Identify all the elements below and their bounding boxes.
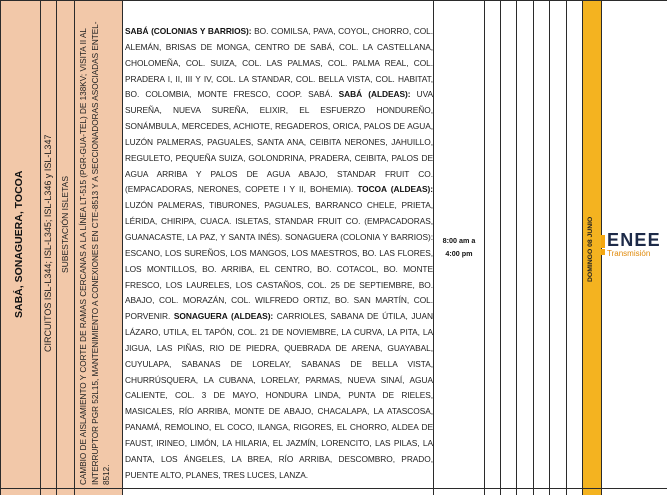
area-text: BO. COMILSA, PAVA, COYOL, CHORRO, COL. ALEMÁN, BRISAS DE MONGA, CENTRO DE SABÁ, COL. LA CASTELLANA, CHOLOMEÑA, COL. SUIZA, COL. LAS PALMAS, COL. PALMA REAL, COL. PRADERA I, II, III Y IV, COL. LA STANDAR, COL. BELLA VISTA, COL. HABITAT, BO. COLOMBIA, MONTE FRESCO, COOP. SABÁ. bbox=[125, 26, 433, 100]
work-description: CAMBIO DE AISLAMIENTO Y CORTE DE RAMAS CERCANAS A LA LÍNEA LT-515 (PGR-GUA-TEL) DE 138KV; VISITA II AL INTERRUPTOR PGR 52L15, MANTENIMIENTO A CONEXIONES EN CTE-8513 Y A SECCIONADORAS ASOCIADAS ENTEL-8512. bbox=[79, 21, 111, 485]
substation-label: SUBESTACIÓN ISLETAS bbox=[60, 176, 70, 273]
schedule-start: 8:00 am a bbox=[442, 236, 476, 245]
date-label: DOMINGO 08 JUNIO bbox=[587, 216, 594, 282]
area-heading: SABÁ (ALDEAS): bbox=[338, 89, 411, 100]
schedule-end: 4:00 pm bbox=[445, 249, 473, 258]
affected-areas bbox=[125, 24, 433, 483]
area-heading: TOCOA (ALDEAS): bbox=[357, 184, 433, 195]
logo-name: ENEE bbox=[607, 230, 661, 250]
area-text: CARRIOLES, SABANA DE ÚTILA, JUAN LÁZARO, UTILA, EL TAPÓN, COL. 21 DE NOVIEMBRE, LA CURVA, LA PITA, LA JIGUA, LAS PIÑAS, RIO DE PIEDRA, QUEBRADA DE ARENA, GUAYABAL, CUYULAPA, SABANAS DE LORELAY, SABANAS DE BELLA VISTA, CHURRÚSQUERA, LA CUBANA, LORELAY, PARMAS, NUEVA SINAÍ, AGUA CALIENTE, COL. 3 DE MAYO, HONDURA LINDA, PUNTA DE RIELES, MASICALES, RÍO ARRIBA, MONTE DE ABAJO, CHACALAPA, LA ATASCOSA, PANAMÁ, REMOLINO, EL COCO, ILANGA, RIGORES, EL CHORRO, ALDEA DE FAUST, IRINEO, LIMÓN, LA HILARIA, EL JAZMÍN, LORENCITO, LAS PILAS, LA DANTA, LOS ÁNGELES, LA BREA, RÍO ARRIBA, DESCOMBRO, PRADO, PUENTE ALTO, PLANES, TRES LUCES, LANZA. bbox=[125, 311, 433, 480]
region-label: SABÁ, SONAGUERA, TOCOA bbox=[13, 170, 25, 318]
area-text: UVA SUREÑA, NUEVA SUREÑA, ELIXIR, EL ESFUERZO HONDUREÑO, SONÁMBULA, MERCEDES, ACHIOTE, REGADEROS, ORICA, PALOS DE AGUA, LUZÓN PALMERAS, PAGUALES, SANTA ANA, CEIBITA NERONES, JAHUILLO, REGULETO, PEQUEÑA SUIZA, GOLONDRINA, PRADERA, CEIBITA, PALOS DE AGUA ARRIBA Y PALOS DE AGUA ABAJO, STANDAR FRUIT CO. (EMPACADORAS, NERONES, COPETE I Y II, BOHEMIA). bbox=[125, 89, 433, 195]
area-heading: SABÁ (COLONIAS Y BARRIOS): bbox=[125, 26, 252, 36]
schedule bbox=[436, 234, 482, 260]
logo-bar-icon bbox=[601, 235, 605, 248]
enee-logo bbox=[601, 230, 667, 263]
circuits-label: CIRCUITOS ISL-L344; ISL-L345; ISL-L346 y ISL-L347 bbox=[43, 134, 53, 352]
logo-bar-icon bbox=[601, 249, 605, 255]
area-text: LUZÓN PALMERAS, TIBURONES, PAGUALES, BARRANCO CHELE, PRIETA, LÉRIDA, CHIRIPA, CUACA. ISLETAS, STANDAR FRUIT CO. (EMPACADORAS, GUANACASTE, LA PAZ, Y SANTA INÉS). SONAGUERA (COLONIA Y BARRIOS): ESCANO, LOS SUREÑOS, LOS MANGOS, LOS MAESTROS, BO. LAS FLORES, LOS MONTILLOS, BO. ARRIBA, EL CENTRO, BO. COTACOL, BO. MONTE FRESCO, LOS LAURELES, LOS CASTAÑOS, COL. 25 DE SEPTIEMBRE, BO. ABAJO, COL. MORAZÁN, COL. WILFREDO ORTIZ, BO. SAN MARTÍN, COL. PORVENIR. bbox=[125, 200, 433, 322]
area-heading: SONAGUERA (ALDEAS): bbox=[173, 311, 274, 322]
logo-subtitle: Transmisión bbox=[607, 249, 651, 258]
